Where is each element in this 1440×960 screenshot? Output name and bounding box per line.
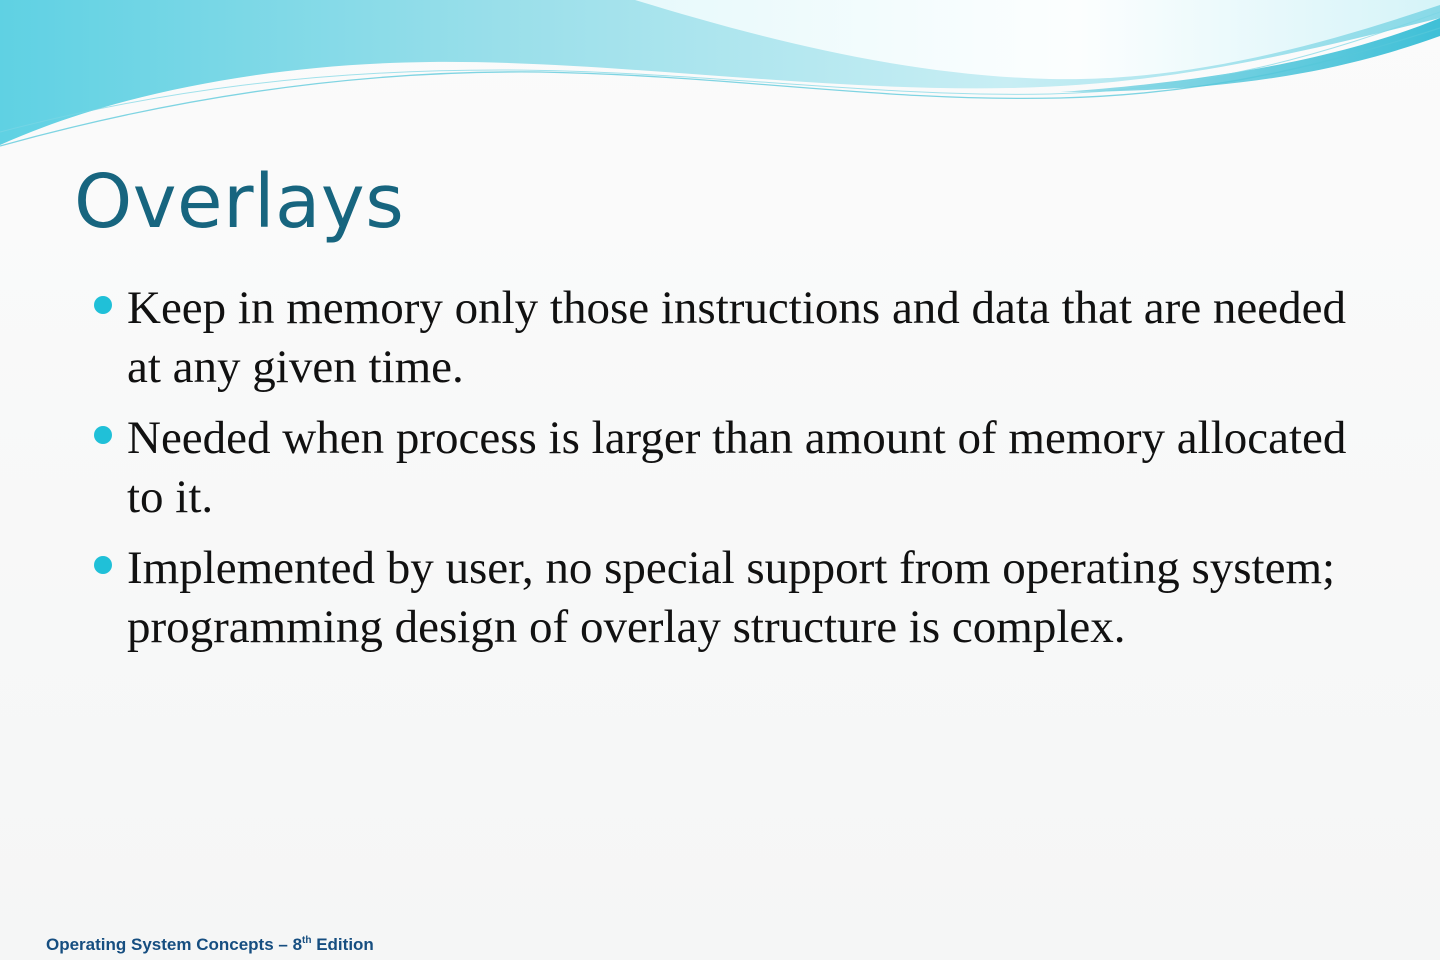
footer-text-suffix: Edition — [311, 935, 374, 954]
decorative-wave-header — [0, 0, 1440, 170]
bullet-text: Needed when process is larger than amount of memory allocated to it. — [127, 412, 1347, 523]
bullet-text: Keep in memory only those instructions and data that are needed at any given time. — [127, 282, 1347, 393]
bullet-marker-icon — [94, 296, 112, 314]
bullet-item — [94, 409, 1384, 527]
footer-text-prefix: Operating System Concepts – 8 — [46, 935, 303, 954]
slide-title: Overlays — [74, 159, 405, 245]
footer-ordinal-suffix: th — [302, 935, 312, 946]
bullet-marker-icon — [94, 556, 112, 574]
footer-book-title — [46, 933, 374, 957]
bullet-item — [94, 539, 1384, 657]
bullet-marker-icon — [94, 426, 112, 444]
bullet-list — [94, 279, 1384, 669]
bullet-text: Implemented by user, no special support from operating system; programming design of overlay structure is complex. — [127, 542, 1336, 653]
bullet-item — [94, 279, 1384, 397]
